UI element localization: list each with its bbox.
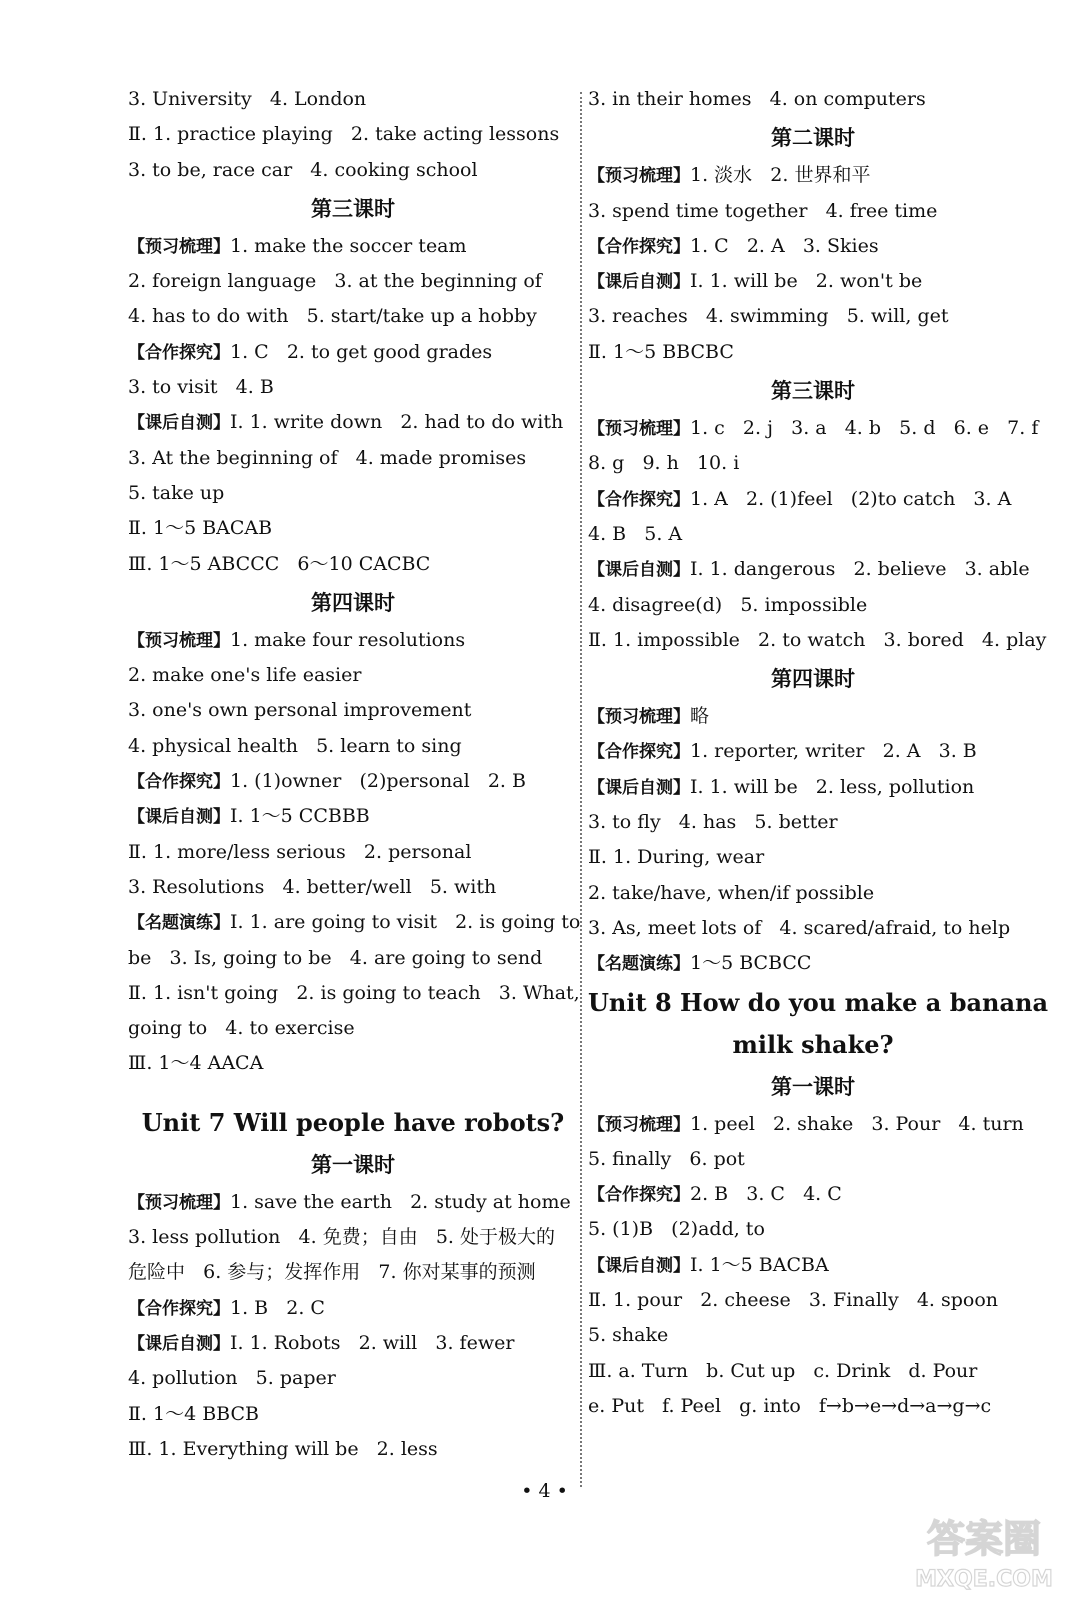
- answer-line: [128, 405, 578, 440]
- answer-text: 5. shake: [588, 1324, 669, 1347]
- answer-text: Ⅲ. 1. Everything will be 2. less: [128, 1437, 438, 1460]
- answer-text: Ⅱ. 1. During, wear: [588, 846, 765, 869]
- answer-line: [588, 805, 1038, 840]
- section-tag: 【预习梳理】: [588, 707, 690, 728]
- answer-text: 2. foreign language 3. at the beginning of: [128, 270, 542, 293]
- answer-text: Ⅱ. 1. impossible 2. to watch 3. bored 4. play: [588, 628, 1047, 651]
- answer-line: [128, 117, 578, 152]
- answer-line: [128, 1255, 578, 1290]
- section-tag: 【预习梳理】: [588, 1114, 690, 1135]
- answer-text: 3. one's own personal improvement: [128, 699, 472, 722]
- answer-text: Ⅰ. 1. will be 2. less, pollution: [690, 775, 975, 798]
- unit-title: milk shake?: [732, 1029, 894, 1059]
- answer-text: 4. physical health 5. learn to sing: [128, 734, 462, 757]
- section-tag: 【合作探究】: [128, 342, 230, 363]
- answer-line: [128, 335, 578, 370]
- answer-line: [588, 876, 1038, 911]
- answer-line: [128, 229, 578, 264]
- answer-text: 3. As, meet lots of 4. scared/afraid, to help: [588, 916, 1011, 939]
- section-tag: 【课后自测】: [588, 1255, 690, 1276]
- answer-line: [128, 1185, 578, 1220]
- page-number: • 4 •: [521, 1480, 568, 1502]
- left-column: [128, 82, 581, 1467]
- section-tag: 【合作探究】: [128, 1298, 230, 1319]
- answer-text: 3. to be, race car 4. cooking school: [128, 158, 478, 181]
- section-tag: 【预习梳理】: [588, 166, 690, 187]
- answer-text: 3. reaches 4. swimming 5. will, get: [588, 305, 949, 328]
- answer-text: Ⅰ. 1. are going to visit 2. is going to: [230, 911, 581, 934]
- section-tag: 【课后自测】: [588, 272, 690, 293]
- section-tag: 【课后自测】: [128, 1333, 230, 1354]
- answer-line: [588, 82, 1038, 117]
- answer-text: 3. spend time together 4. free time: [588, 199, 938, 222]
- answer-text: 2. take/have, when/if possible: [588, 881, 875, 904]
- section-tag: 【合作探究】: [588, 1185, 690, 1206]
- answer-text: 1. save the earth 2. study at home: [230, 1190, 571, 1213]
- answer-line: [588, 1283, 1038, 1318]
- answer-text: 3. to visit 4. B: [128, 376, 274, 399]
- answer-line: [128, 1361, 578, 1396]
- column-divider: [580, 92, 582, 1487]
- section-tag: 【课后自测】: [128, 807, 230, 828]
- answer-text: Ⅱ. 1～5 BACAB: [128, 517, 273, 540]
- answer-text: 8. g 9. h 10. i: [588, 452, 740, 475]
- answer-line: [588, 946, 1038, 981]
- answer-line: [588, 1354, 1038, 1389]
- section-tag: 【名题演练】: [588, 954, 690, 975]
- answer-line: [588, 1177, 1038, 1212]
- section-tag: 【合作探究】: [588, 489, 690, 510]
- answer-text: Ⅱ. 1. pour 2. cheese 3. Finally 4. spoon: [588, 1289, 999, 1312]
- answer-text: 3. in their homes 4. on computers: [588, 88, 926, 110]
- answer-text: 2. B 3. C 4. C: [690, 1183, 842, 1206]
- answer-text: Ⅰ. 1. dangerous 2. believe 3. able: [690, 558, 1030, 581]
- spacer: [128, 1082, 578, 1102]
- answer-text: 3. less pollution 4. 免费；自由 5. 处于极大的: [128, 1226, 555, 1249]
- answer-text: 1. peel 2. shake 3. Pour 4. turn: [690, 1112, 1024, 1135]
- answer-text: 1. reporter, writer 2. A 3. B: [690, 740, 977, 763]
- answer-line: [128, 1397, 578, 1432]
- lesson-heading: 第一课时: [771, 1073, 855, 1099]
- answer-line: [128, 658, 578, 693]
- answer-text: 1～5 BCBCC: [690, 952, 812, 975]
- answer-text: 1. (1)owner (2)personal 2. B: [230, 770, 526, 793]
- answer-text: 3. At the beginning of 4. made promises: [128, 446, 527, 469]
- answer-line: [588, 1142, 1038, 1177]
- answer-text: 1. A 2. (1)feel (2)to catch 3. A: [690, 487, 1012, 510]
- answer-text: Ⅰ. 1. Robots 2. will 3. fewer: [230, 1331, 515, 1354]
- unit-title: Unit 7 Will people have robots?: [141, 1107, 565, 1137]
- answer-line: [588, 699, 1038, 734]
- answer-text: e. Put f. Peel g. into f→b→e→d→a→g→c: [588, 1394, 992, 1417]
- answer-text: Ⅱ. 1. more/less serious 2. personal: [128, 840, 472, 863]
- answer-line: [128, 1046, 578, 1081]
- answer-text: Ⅲ. a. Turn b. Cut up c. Drink d. Pour: [588, 1359, 978, 1382]
- answer-text: 2. make one's life easier: [128, 664, 362, 687]
- answer-line: [128, 799, 578, 834]
- answer-text: 5. (1)B (2)add, to: [588, 1218, 765, 1241]
- answer-line: [588, 482, 1038, 517]
- answer-text: Ⅱ. 1～5 BBCBC: [588, 340, 734, 363]
- answer-line: [588, 623, 1047, 658]
- answer-text: 4. pollution 5. paper: [128, 1367, 336, 1390]
- answer-text: 1. B 2. C: [230, 1296, 325, 1319]
- answer-text: 危险中 6. 参与；发挥作用 7. 你对某事的预测: [128, 1261, 536, 1284]
- answer-line: [588, 1248, 1038, 1283]
- answer-text: 1. make four resolutions: [230, 628, 466, 651]
- answer-line: [588, 1389, 1038, 1424]
- answer-line: [588, 1212, 1038, 1247]
- watermark-text: 答案圈: [926, 1517, 1042, 1561]
- right-column: [588, 82, 1049, 1424]
- answer-text: 1. C 2. A 3. Skies: [690, 234, 879, 257]
- answer-text: 1. c 2. j 3. a 4. b 5. d 6. e 7. f: [690, 417, 1039, 440]
- answer-line: [588, 840, 1038, 875]
- answer-text: Ⅰ. 1～5 BACBA: [690, 1253, 829, 1276]
- answer-text: be 3. Is, going to be 4. are going to send: [128, 946, 543, 969]
- answer-text: 3. University 4. London: [128, 88, 367, 110]
- answer-line: [128, 1432, 578, 1467]
- answer-line: [128, 547, 578, 582]
- answer-text: 1. make the soccer team: [230, 234, 467, 257]
- answer-text: Ⅱ. 1. practice playing 2. take acting lessons: [128, 123, 560, 146]
- watermark-logo: [909, 1510, 1059, 1594]
- unit-title: Unit 8 How do you make a banana: [588, 987, 1049, 1017]
- section-tag: 【预习梳理】: [128, 1192, 230, 1213]
- lesson-heading: 第三课时: [771, 378, 855, 404]
- answer-line: [588, 770, 1038, 805]
- answer-text: 5. finally 6. pot: [588, 1147, 745, 1170]
- answer-line: [128, 976, 578, 1011]
- answer-line: [128, 441, 578, 476]
- section-tag: 【名题演练】: [128, 913, 230, 934]
- answer-text: 4. B 5. A: [588, 522, 683, 545]
- answer-line: [128, 1291, 578, 1326]
- answer-line: [128, 1326, 578, 1361]
- answer-line: [128, 764, 578, 799]
- answer-line: [128, 941, 578, 976]
- answer-line: [588, 552, 1038, 587]
- answer-text: Ⅱ. 1～4 BBCB: [128, 1402, 259, 1425]
- answer-line: [588, 299, 1038, 334]
- answer-line: [588, 229, 1038, 264]
- section-tag: 【合作探究】: [588, 742, 690, 763]
- answer-text: 1. 淡水 2. 世界和平: [690, 164, 871, 187]
- answer-text: 4. disagree(d) 5. impossible: [588, 593, 868, 616]
- answer-text: Ⅱ. 1. isn't going 2. is going to teach 3. What,: [128, 981, 580, 1004]
- watermark-url: MXQE.COM: [915, 1567, 1053, 1592]
- lesson-heading: 第一课时: [311, 1151, 395, 1177]
- answer-line: [128, 870, 578, 905]
- lesson-heading: 第二课时: [771, 125, 855, 151]
- answer-line: [128, 1011, 578, 1046]
- answer-text: 3. to fly 4. has 5. better: [588, 811, 838, 834]
- answer-text: going to 4. to exercise: [128, 1017, 355, 1040]
- answer-line: [588, 446, 1038, 481]
- answer-line: [128, 905, 581, 940]
- answer-line: [588, 588, 1038, 623]
- lesson-heading: 第三课时: [311, 195, 395, 221]
- answer-line: [128, 82, 578, 117]
- lesson-heading: 第四课时: [311, 589, 395, 615]
- answer-line: [588, 411, 1038, 446]
- section-tag: 【合作探究】: [588, 236, 690, 257]
- answer-line: [588, 264, 1038, 299]
- section-tag: 【预习梳理】: [128, 630, 230, 651]
- answer-line: [588, 911, 1038, 946]
- answer-text: 4. has to do with 5. start/take up a hobby: [128, 305, 537, 328]
- answer-text: 3. Resolutions 4. better/well 5. with: [128, 875, 497, 898]
- answer-line: [128, 370, 578, 405]
- answer-text: Ⅰ. 1. will be 2. won't be: [690, 270, 923, 293]
- section-tag: 【课后自测】: [128, 413, 230, 434]
- answer-line: [588, 517, 1038, 552]
- answer-line: [128, 476, 578, 511]
- answer-text: 5. take up: [128, 481, 225, 504]
- answer-line: [128, 299, 578, 334]
- answer-line: [588, 734, 1038, 769]
- answer-text: 1. C 2. to get good grades: [230, 340, 493, 363]
- section-tag: 【合作探究】: [128, 772, 230, 793]
- answer-line: [128, 511, 578, 546]
- answer-line: [588, 1107, 1038, 1142]
- answer-line: [588, 158, 1038, 193]
- section-tag: 【预习梳理】: [128, 236, 230, 257]
- section-tag: 【课后自测】: [588, 777, 690, 798]
- section-tag: 【课后自测】: [588, 560, 690, 581]
- answer-text: 略: [690, 705, 710, 728]
- answer-text: Ⅰ. 1～5 CCBBB: [230, 805, 370, 828]
- lesson-heading: 第四课时: [771, 666, 855, 692]
- answer-line: [128, 1220, 578, 1255]
- answer-line: [128, 623, 578, 658]
- answer-line: [128, 153, 578, 188]
- answer-line: [128, 729, 578, 764]
- answer-text: Ⅲ. 1～5 ABCCC 6～10 CACBC: [128, 552, 431, 575]
- answer-line: [128, 693, 578, 728]
- answer-line: [128, 835, 578, 870]
- answer-line: [588, 1318, 1038, 1353]
- answer-line: [588, 335, 1038, 370]
- answer-line: [128, 264, 578, 299]
- answer-text: Ⅲ. 1～4 AACA: [128, 1052, 264, 1075]
- answer-line: [588, 194, 1038, 229]
- answer-text: Ⅰ. 1. write down 2. had to do with: [230, 411, 564, 434]
- section-tag: 【预习梳理】: [588, 419, 690, 440]
